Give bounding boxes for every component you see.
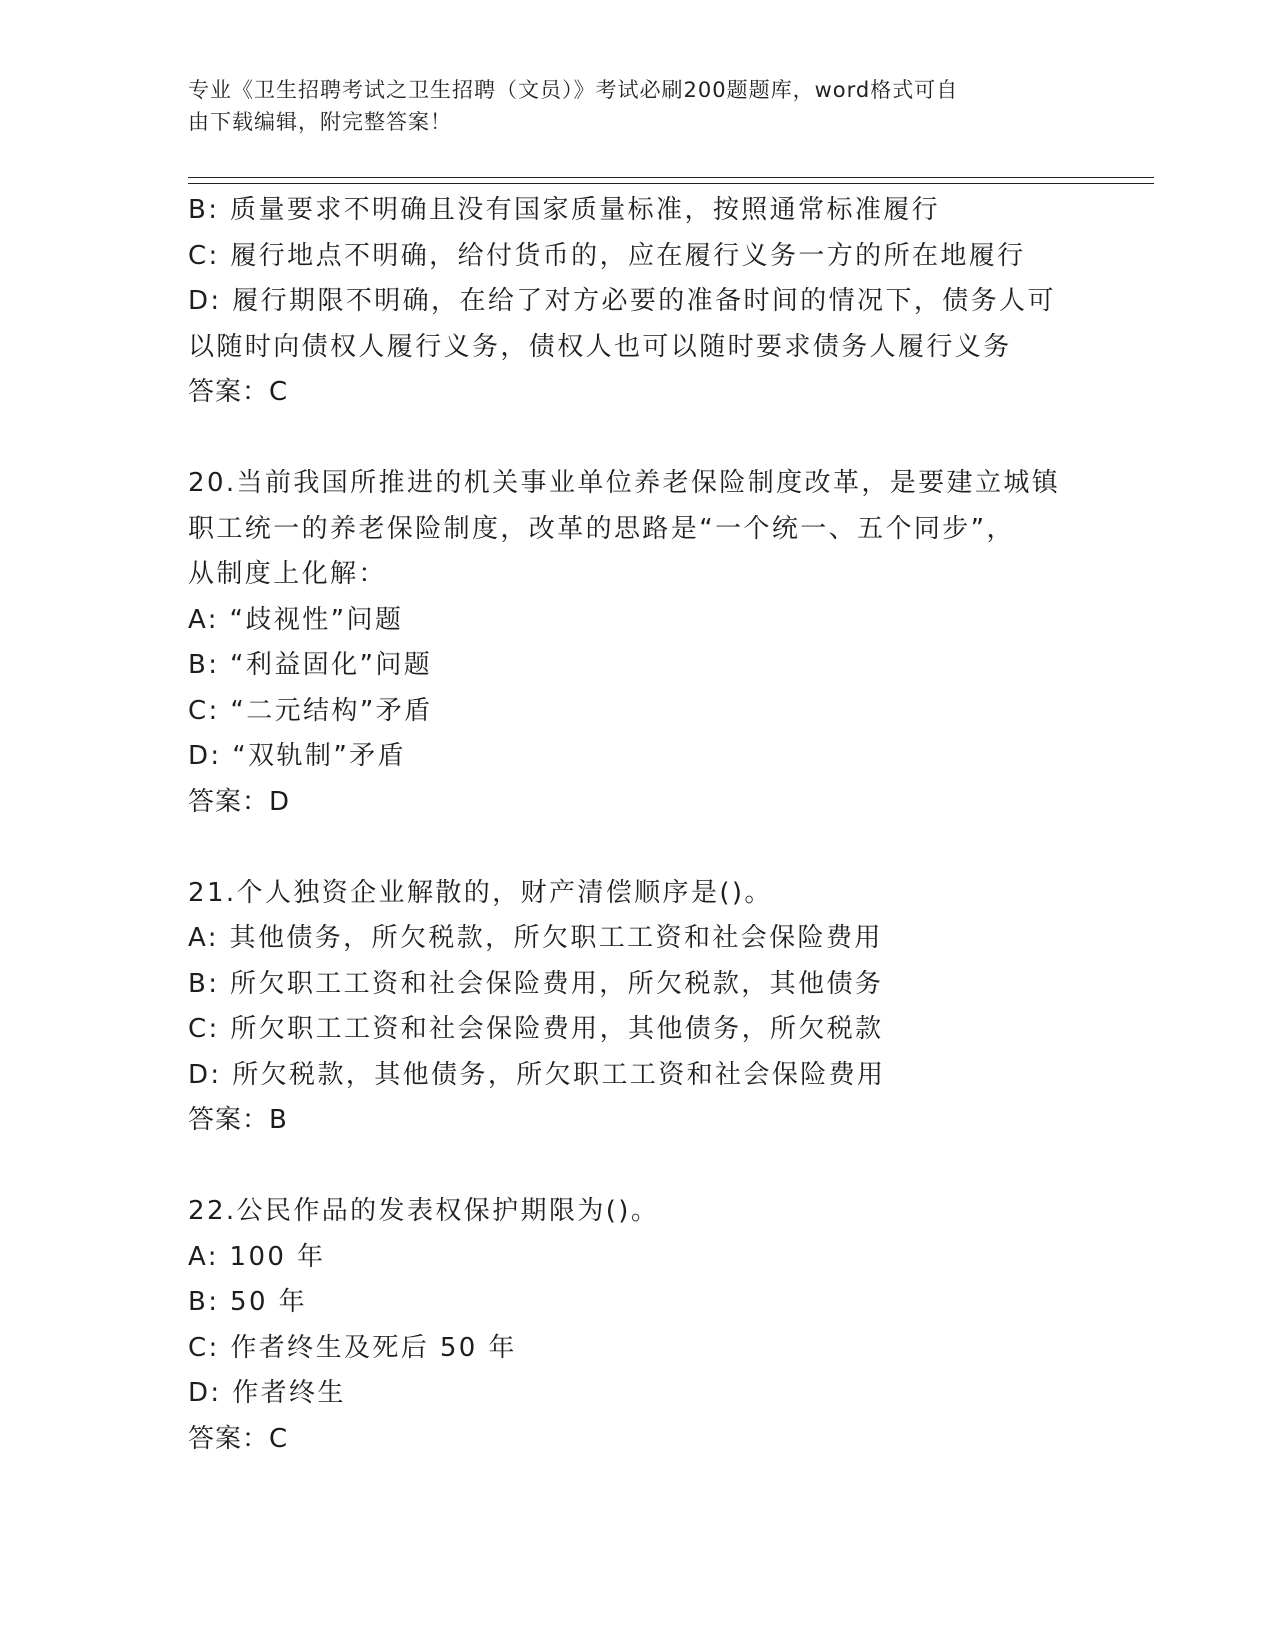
question-19-tail [188, 188, 1088, 416]
option-d: D: 履行期限不明确，在给了对方必要的准备时间的情况下，债务人可 [188, 286, 1056, 316]
answer: 答案：C [188, 1423, 289, 1454]
option-d-continued: 以随时向债权人履行义务，债权人也可以随时要求债务人履行义务 [188, 331, 1012, 362]
question-22 [188, 1189, 1088, 1462]
answer: 答案：D [188, 786, 291, 817]
answer: 答案：C [188, 377, 289, 407]
spacer [188, 1144, 1088, 1190]
option-b: B: 50 年 [188, 1287, 308, 1317]
question-stem: 22.公民作品的发表权保护期限为()。 [188, 1196, 660, 1226]
option-a: A: “歧视性”问题 [188, 604, 404, 635]
option-b: B: “利益固化”问题 [188, 650, 433, 680]
option-c: C: 所欠职工工资和社会保险费用，其他债务，所欠税款 [188, 1014, 884, 1044]
option-c: C: “二元结构”矛盾 [188, 695, 433, 726]
header-line-2: 由下载编辑，附完整答案！ [188, 110, 452, 134]
header-rule-top [188, 177, 1154, 178]
option-a: A: 100 年 [188, 1241, 326, 1272]
question-21 [188, 871, 1088, 1144]
option-d: D: 所欠税款，其他债务，所欠职工工资和社会保险费用 [188, 1059, 886, 1090]
question-stem: 21.个人独资企业解散的，财产清偿顺序是()。 [188, 877, 773, 908]
header-rule-bottom [188, 183, 1154, 184]
answer: 答案：B [188, 1105, 288, 1135]
document-header [188, 74, 1068, 138]
question-stem-continued: 从制度上化解： [188, 559, 387, 589]
option-a: A: 其他债务，所欠税款，所欠职工工资和社会保险费用 [188, 923, 883, 953]
option-d: D: 作者终生 [188, 1378, 346, 1408]
header-line-1: 专业《卫生招聘考试之卫生招聘（文员）》考试必刷200题题库，word格式可自 [188, 78, 959, 102]
question-stem: 20.当前我国所推进的机关事业单位养老保险制度改革，是要建立城镇 [188, 468, 1061, 498]
spacer [188, 416, 1088, 462]
option-b: B: 质量要求不明确且没有国家质量标准，按照通常标准履行 [188, 195, 941, 225]
option-c: C: 作者终生及死后 50 年 [188, 1332, 517, 1363]
option-c: C: 履行地点不明确，给付货币的，应在履行义务一方的所在地履行 [188, 240, 1026, 271]
question-stem-continued: 职工统一的养老保险制度，改革的思路是“一个统一、五个同步”， [188, 513, 1015, 544]
question-20 [188, 461, 1088, 825]
option-b: B: 所欠职工工资和社会保险费用，所欠税款，其他债务 [188, 968, 884, 999]
spacer [188, 825, 1088, 871]
option-d: D: “双轨制”矛盾 [188, 741, 406, 771]
question-list [188, 188, 1088, 1462]
